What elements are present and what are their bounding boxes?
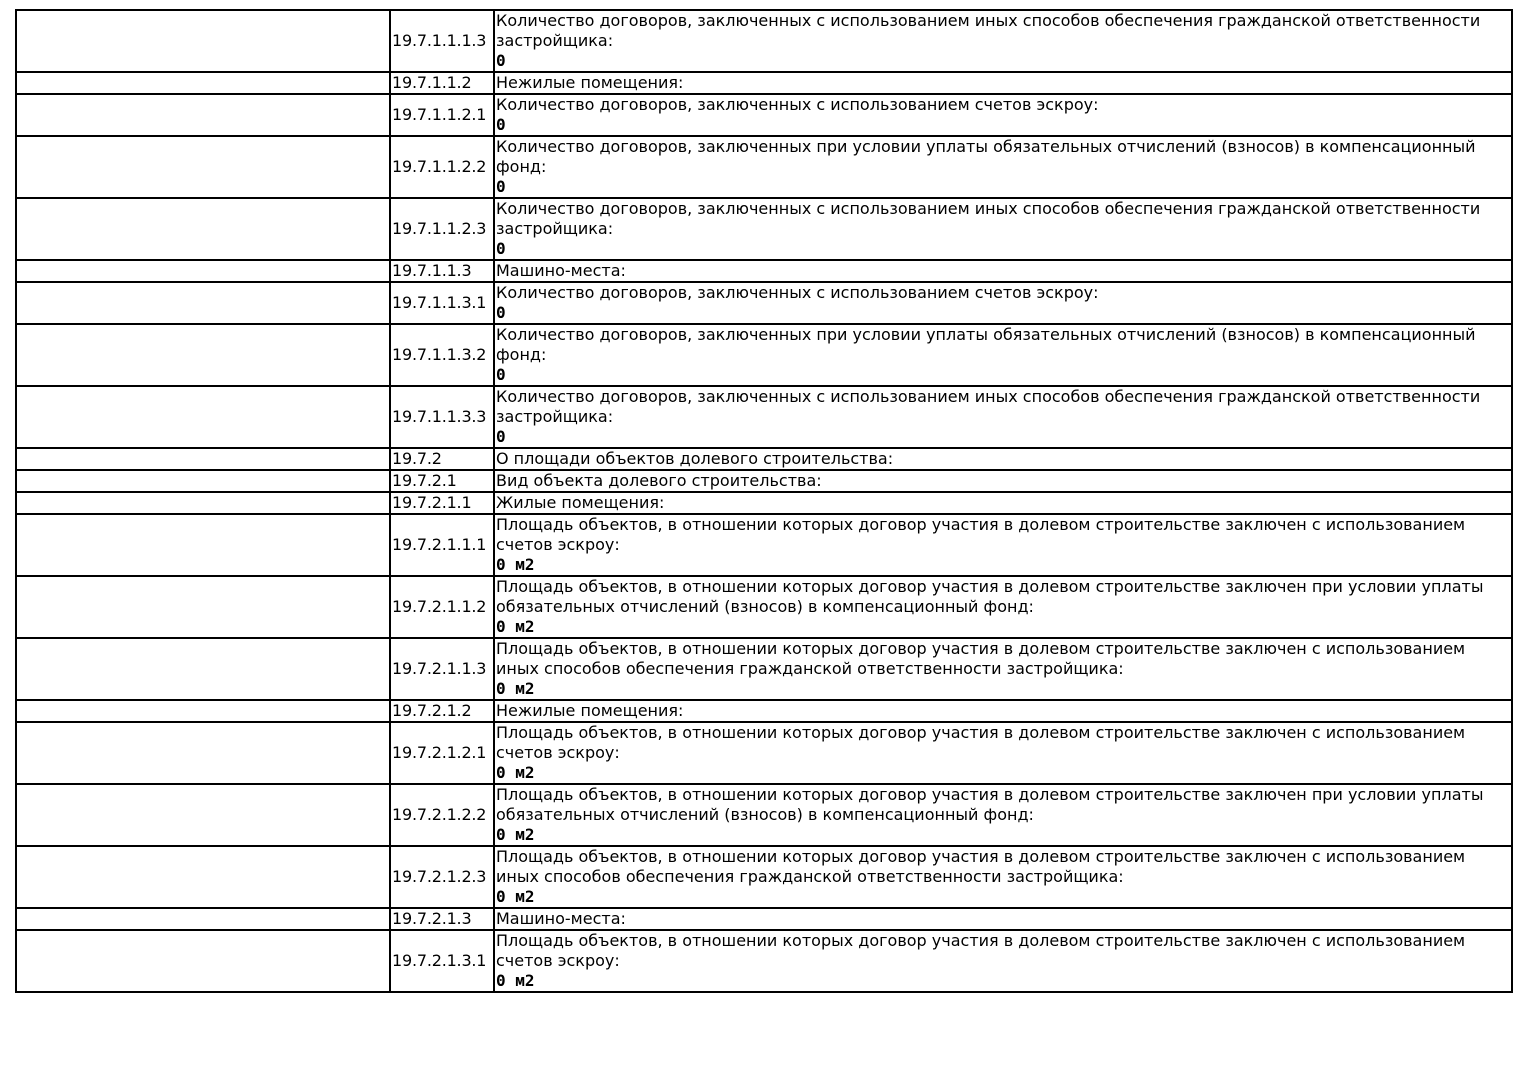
item-label: Количество договоров, заключенных с использованием иных способов обеспечения гражданской ответственности застройщика: xyxy=(496,11,1481,50)
item-label: Вид объекта долевого строительства: xyxy=(496,471,822,490)
item-code: 19.7.2.1.3.1 xyxy=(390,930,494,992)
table-row xyxy=(16,10,1512,72)
table-row xyxy=(16,722,1512,784)
item-content-cell xyxy=(494,576,1512,638)
item-code: 19.7.2.1.1.1 xyxy=(390,514,494,576)
empty-cell xyxy=(16,198,390,260)
item-value: 0 xyxy=(496,51,506,70)
report-table xyxy=(15,9,1513,993)
empty-cell xyxy=(16,94,390,136)
empty-cell xyxy=(16,492,390,514)
item-content-cell xyxy=(494,514,1512,576)
item-content-cell xyxy=(494,94,1512,136)
item-code: 19.7.1.1.2 xyxy=(390,72,494,94)
item-value: 0 xyxy=(496,115,506,134)
item-value: 0 xyxy=(496,365,506,384)
empty-cell xyxy=(16,638,390,700)
table-row xyxy=(16,492,1512,514)
item-code: 19.7.1.1.2.3 xyxy=(390,198,494,260)
item-label: Машино-места: xyxy=(496,261,626,280)
table-row xyxy=(16,198,1512,260)
table-row xyxy=(16,514,1512,576)
table-row xyxy=(16,784,1512,846)
item-code: 19.7.2.1.2.2 xyxy=(390,784,494,846)
item-label: Площадь объектов, в отношении которых договор участия в долевом строительстве заключен при условии уплаты обязательных отчислений (взносов) в компенсационный фонд: xyxy=(496,785,1484,824)
item-content-cell xyxy=(494,282,1512,324)
item-code: 19.7.2.1.2 xyxy=(390,700,494,722)
empty-cell xyxy=(16,282,390,324)
item-code: 19.7.2.1.1.2 xyxy=(390,576,494,638)
item-label: Площадь объектов, в отношении которых договор участия в долевом строительстве заключен при условии уплаты обязательных отчислений (взносов) в компенсационный фонд: xyxy=(496,577,1484,616)
item-content-cell xyxy=(494,700,1512,722)
item-label: Площадь объектов, в отношении которых договор участия в долевом строительстве заключен с использованием иных способов обеспечения гражданской ответственности застройщика: xyxy=(496,847,1466,886)
empty-cell xyxy=(16,576,390,638)
item-code: 19.7.2.1.2.1 xyxy=(390,722,494,784)
table-row xyxy=(16,324,1512,386)
item-content-cell xyxy=(494,386,1512,448)
item-value: 0 xyxy=(496,239,506,258)
item-code: 19.7.1.1.3.3 xyxy=(390,386,494,448)
empty-cell xyxy=(16,386,390,448)
item-label: Площадь объектов, в отношении которых договор участия в долевом строительстве заключен с использованием счетов эскроу: xyxy=(496,515,1466,554)
table-row xyxy=(16,260,1512,282)
item-value: 0 м2 xyxy=(496,763,535,782)
empty-cell xyxy=(16,136,390,198)
item-content-cell xyxy=(494,492,1512,514)
item-value: 0 xyxy=(496,177,506,196)
item-content-cell xyxy=(494,470,1512,492)
item-value: 0 xyxy=(496,427,506,446)
item-label: Количество договоров, заключенных с использованием счетов эскроу: xyxy=(496,95,1099,114)
table-row xyxy=(16,282,1512,324)
item-code: 19.7.2.1 xyxy=(390,470,494,492)
table-row xyxy=(16,136,1512,198)
item-content-cell xyxy=(494,638,1512,700)
empty-cell xyxy=(16,470,390,492)
table-row xyxy=(16,930,1512,992)
empty-cell xyxy=(16,908,390,930)
table-row xyxy=(16,470,1512,492)
item-content-cell xyxy=(494,448,1512,470)
item-value: 0 м2 xyxy=(496,971,535,990)
item-content-cell xyxy=(494,198,1512,260)
table-row xyxy=(16,386,1512,448)
table-row xyxy=(16,94,1512,136)
item-content-cell xyxy=(494,908,1512,930)
empty-cell xyxy=(16,700,390,722)
item-label: Площадь объектов, в отношении которых договор участия в долевом строительстве заключен с использованием счетов эскроу: xyxy=(496,723,1466,762)
item-code: 19.7.2.1.1 xyxy=(390,492,494,514)
item-label: Площадь объектов, в отношении которых договор участия в долевом строительстве заключен с использованием иных способов обеспечения гражданской ответственности застройщика: xyxy=(496,639,1466,678)
item-code: 19.7.2 xyxy=(390,448,494,470)
item-content-cell xyxy=(494,846,1512,908)
item-content-cell xyxy=(494,324,1512,386)
item-code: 19.7.1.1.3 xyxy=(390,260,494,282)
item-value: 0 м2 xyxy=(496,555,535,574)
item-value: 0 xyxy=(496,303,506,322)
item-code: 19.7.1.1.1.3 xyxy=(390,10,494,72)
empty-cell xyxy=(16,784,390,846)
empty-cell xyxy=(16,72,390,94)
table-row xyxy=(16,908,1512,930)
table-row xyxy=(16,576,1512,638)
empty-cell xyxy=(16,930,390,992)
table-row xyxy=(16,846,1512,908)
item-content-cell xyxy=(494,930,1512,992)
item-label: Количество договоров, заключенных с использованием счетов эскроу: xyxy=(496,283,1099,302)
empty-cell xyxy=(16,260,390,282)
item-label: Машино-места: xyxy=(496,909,626,928)
table-row xyxy=(16,638,1512,700)
item-label: Нежилые помещения: xyxy=(496,73,684,92)
item-content-cell xyxy=(494,10,1512,72)
item-content-cell xyxy=(494,72,1512,94)
item-label: Количество договоров, заключенных при условии уплаты обязательных отчислений (взносов) в компенсационный фонд: xyxy=(496,325,1476,364)
item-label: Жилые помещения: xyxy=(496,493,665,512)
empty-cell xyxy=(16,448,390,470)
item-code: 19.7.1.1.2.1 xyxy=(390,94,494,136)
item-content-cell xyxy=(494,260,1512,282)
empty-cell xyxy=(16,846,390,908)
item-value: 0 м2 xyxy=(496,825,535,844)
table-row xyxy=(16,448,1512,470)
item-value: 0 м2 xyxy=(496,887,535,906)
item-code: 19.7.2.1.3 xyxy=(390,908,494,930)
table-row xyxy=(16,72,1512,94)
item-label: Площадь объектов, в отношении которых договор участия в долевом строительстве заключен с использованием счетов эскроу: xyxy=(496,931,1466,970)
item-code: 19.7.1.1.3.2 xyxy=(390,324,494,386)
table-row xyxy=(16,700,1512,722)
item-value: 0 м2 xyxy=(496,617,535,636)
item-label: О площади объектов долевого строительства: xyxy=(496,449,894,468)
empty-cell xyxy=(16,324,390,386)
item-code: 19.7.1.1.3.1 xyxy=(390,282,494,324)
item-label: Нежилые помещения: xyxy=(496,701,684,720)
item-code: 19.7.1.1.2.2 xyxy=(390,136,494,198)
item-label: Количество договоров, заключенных с использованием иных способов обеспечения гражданской ответственности застройщика: xyxy=(496,387,1481,426)
item-code: 19.7.2.1.1.3 xyxy=(390,638,494,700)
report-table-body xyxy=(16,10,1512,992)
empty-cell xyxy=(16,10,390,72)
item-content-cell xyxy=(494,784,1512,846)
item-label: Количество договоров, заключенных при условии уплаты обязательных отчислений (взносов) в компенсационный фонд: xyxy=(496,137,1476,176)
item-value: 0 м2 xyxy=(496,679,535,698)
empty-cell xyxy=(16,722,390,784)
item-content-cell xyxy=(494,136,1512,198)
empty-cell xyxy=(16,514,390,576)
item-content-cell xyxy=(494,722,1512,784)
item-label: Количество договоров, заключенных с использованием иных способов обеспечения гражданской ответственности застройщика: xyxy=(496,199,1481,238)
item-code: 19.7.2.1.2.3 xyxy=(390,846,494,908)
